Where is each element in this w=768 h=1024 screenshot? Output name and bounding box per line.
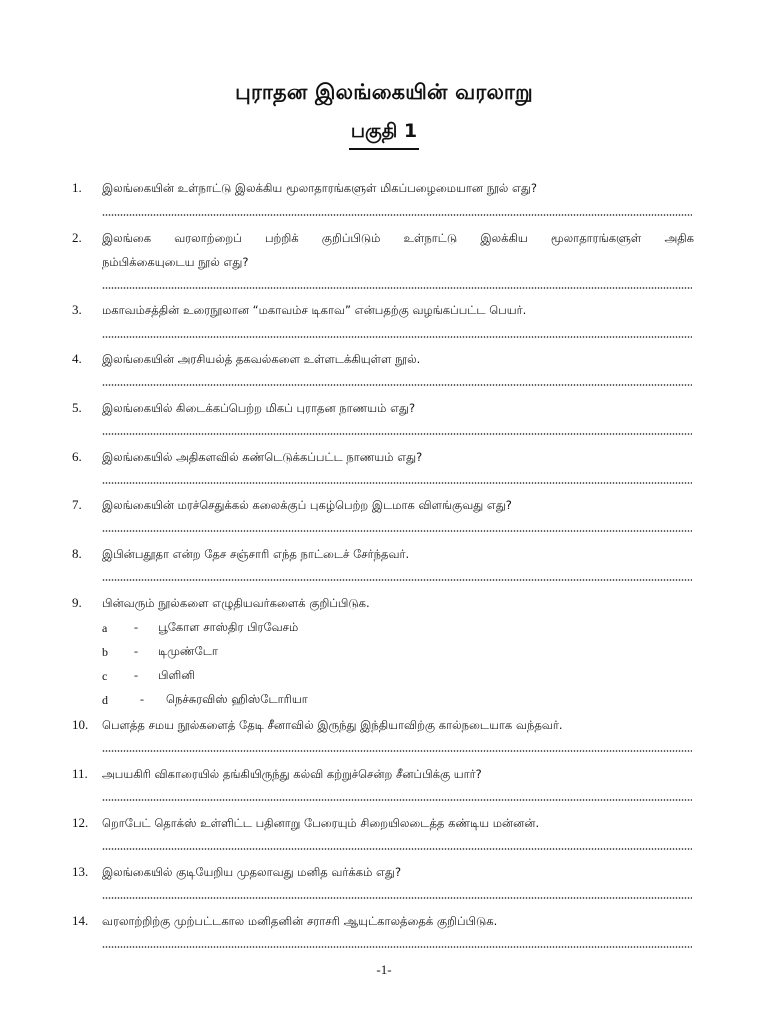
question-text-line2: நம்பிக்கையுடைய நூல் எது? — [102, 255, 249, 269]
question-text: பின்வரும் நூல்களை எழுதியவர்களைக் குறிப்பிடுக. — [102, 596, 370, 610]
answer-line[interactable] — [102, 431, 692, 437]
question-text: இலங்கையின் உள்நாட்டு இலக்கிய மூலாதாரங்களுள் மிகப்பழைமையான நூல் எது? — [102, 181, 538, 195]
sub-item-text: பூகோள சாஸ்திர பிரவேசம் — [158, 620, 299, 634]
sub-item-dash: - — [134, 644, 138, 658]
answer-line[interactable] — [102, 285, 692, 291]
sub-item-dash: - — [140, 692, 144, 706]
sub-item-letter: d — [102, 693, 108, 707]
sub-item-dash: - — [134, 620, 138, 634]
question-number: 10. — [72, 717, 89, 732]
part-heading — [0, 120, 768, 150]
question-text: இலங்கையில் கிடைக்கப்பெற்ற மிகப் புராதன நாணயம் எது? — [102, 401, 416, 415]
question-number: 2. — [72, 230, 82, 245]
question-number: 3. — [72, 302, 82, 317]
question-number: 11. — [72, 766, 88, 781]
answer-line[interactable] — [102, 748, 692, 754]
question-text: இபின்பதூதா என்ற தேச சஞ்சாரி எந்த நாட்டைச் சேர்ந்தவர். — [102, 547, 410, 561]
part-label: பகுதி 1 — [349, 120, 419, 150]
answer-line[interactable] — [102, 334, 692, 340]
question-number: 8. — [72, 546, 82, 561]
question-text: மகாவம்சத்தின் உரைநூலான “மகாவம்ச டிகாவ” என்பதற்கு வழங்கப்பட்ட பெயர். — [102, 303, 527, 317]
question-text: இலங்கையின் மரச்செதுக்கல் கலைக்குப் புகழ்பெற்ற இடமாக விளங்குவது எது? — [102, 498, 512, 512]
answer-line[interactable] — [102, 797, 692, 803]
question-text: இலங்கையில் குடியேறிய முதலாவது மனித வர்க்கம் எது? — [102, 865, 402, 879]
question-text: பௌத்த சமய நூல்களைத் தேடி சீனாவில் இருந்து இந்தியாவிற்கு கால்நடையாக வந்தவர். — [102, 718, 563, 732]
question-number: 9. — [72, 595, 82, 610]
question-text-line1: இலங்கை வரலாற்றைப் பற்றிக் குறிப்பிடும் உள்நாட்டு இலக்கிய மூலாதாரங்களுள் அதிக — [102, 231, 694, 245]
answer-line[interactable] — [102, 528, 692, 534]
question-text: வரலாற்றிற்கு முற்பட்டகால மனிதனின் சராசரி ஆயுட்காலத்தைக் குறிப்பிடுக. — [102, 914, 498, 928]
question-number: 12. — [72, 815, 89, 830]
sub-item-text: பிளினி — [158, 668, 195, 682]
answer-line[interactable] — [102, 846, 692, 852]
sub-item-letter: b — [102, 645, 108, 659]
question-text: இலங்கையில் அதிகளவில் கண்டெடுக்கப்பட்ட நாணயம் எது? — [102, 450, 423, 464]
page-number: -1- — [376, 962, 392, 977]
question-text: றொபேட் தொக்ஸ் உள்ளிட்ட பதினாறு பேரையும் சிறையிலடைத்த கண்டிய மன்னன். — [102, 816, 540, 830]
answer-line[interactable] — [102, 577, 692, 583]
question-number: 4. — [72, 351, 82, 366]
answer-line[interactable] — [102, 212, 692, 218]
question-text: இலங்கையின் அரசியல்த் தகவல்களை உள்ளடக்கியுள்ள நூல். — [102, 352, 421, 366]
sub-item-letter: a — [102, 621, 108, 635]
question-text: அபயகிரி விகாரையில் தங்கியிருந்து கல்வி கற்றுச்சென்ற சீனப்பிக்கு யார்? — [102, 767, 482, 781]
question-number: 5. — [72, 400, 82, 415]
answer-line[interactable] — [102, 480, 692, 486]
question-number: 13. — [72, 864, 89, 879]
question-number: 7. — [72, 497, 82, 512]
answer-line[interactable] — [102, 895, 692, 901]
answer-line[interactable] — [102, 382, 692, 388]
sub-item-dash: - — [134, 668, 138, 682]
sub-item-letter: c — [102, 669, 108, 683]
question-number: 1. — [72, 180, 82, 195]
page-title: புராதன இலங்கையின் வரலாறு — [235, 80, 533, 104]
answer-line[interactable] — [102, 944, 692, 950]
question-number: 6. — [72, 449, 82, 464]
question-number: 14. — [72, 913, 89, 928]
sub-item-text: நெச்சுரவிஸ் ஹிஸ்டோரியா — [166, 692, 308, 706]
sub-item-text: டிமுண்டோ — [158, 644, 218, 658]
